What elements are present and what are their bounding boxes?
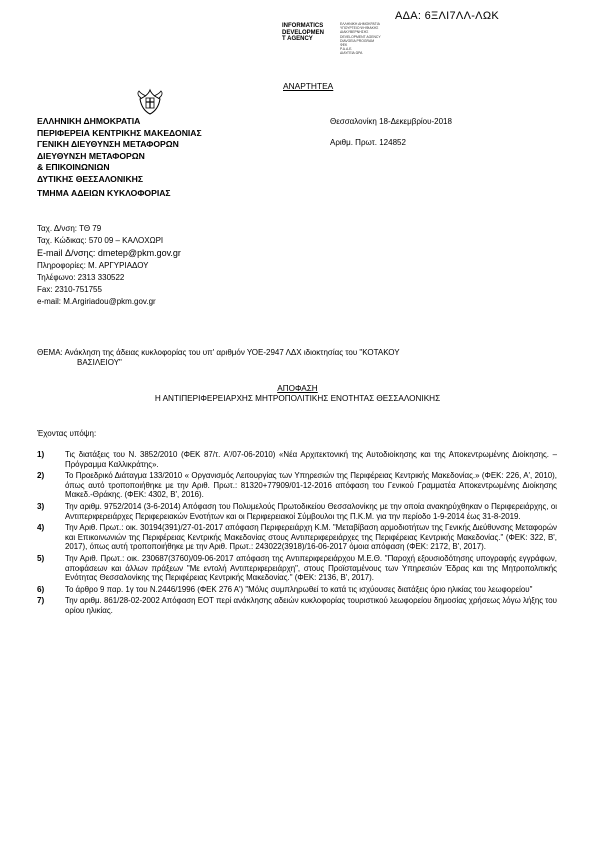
stamp-line: ΔΙΑΥΓΕΙΑ ΩΡΑ xyxy=(340,51,363,56)
address-line: Ταχ. Δ/νση: ΤΘ 79 xyxy=(37,224,102,233)
decision-subtitle: Η ΑΝΤΙΠΕΡΙΦΕΡΕΙΑΡΧΗΣ ΜΗΤΡΟΠΟΛΙΤΙΚΗΣ ΕΝΟΤΗΤΑΣ ΘΕΣΣΑΛΟΝΙΚΗΣ xyxy=(154,394,441,404)
item-text: Την αριθμ. 861/28-02-2002 Απόφαση ΕΟΤ περί ανάκλησης αδειών κυκλοφορίας τουριστικού λεωφορείου δημοσίας χρήσεως λόγω λήξης του ορίου ηλικίας. xyxy=(65,596,557,615)
stamp-line: ΔΙΑΚΥΒΕΡΝΗΣΗΣ xyxy=(340,30,369,35)
sender-line: ΔΙΕΥΘΥΝΣΗ ΜΕΤΑΦΟΡΩΝ xyxy=(37,150,145,161)
item-number: 4) xyxy=(37,523,45,533)
ada-code: ΑΔΑ: 6ΞΛΙ7ΛΛ-ΛΩΚ xyxy=(395,10,499,22)
consideration-item xyxy=(37,523,557,552)
item-number: 5) xyxy=(37,553,45,563)
document-date: Θεσσαλονίκη 18-Δεκεμβρίου-2018 xyxy=(330,117,452,126)
sender-line: ΓΕΝΙΚΗ ΔΙΕΥΘΥΝΣΗ ΜΕΤΑΦΟΡΩΝ xyxy=(37,139,179,150)
stamp-line: DIAVGEIA PROGRAM xyxy=(340,38,375,43)
item-number: 2) xyxy=(37,471,45,481)
item-text: Το άρθρο 9 παρ. 1γ του Ν.2446/1996 (ΦΕΚ 276 Α') "Μόλις συμπληρωθεί το κατά τις ισχύουσες διατάξεις όριο ηλικίας του λεωφορείου" xyxy=(65,584,533,594)
item-text: Την Αριθ. Πρωτ.: οικ. 30194(391)/27-01-2017 απόφαση Περιφερειάρχη Κ.Μ. "Μεταβίβαση αρμοδιοτήτων της Γενικής Διεύθυνσης Μεταφορών και Επικοινωνιών της Περιφέρειας Κεντρικής Μακεδονίας στους Αντιπεριφερειάρχες της Περιφέρειας Κεντρικής Μακεδονίας." (ΦΕΚ: 322, Β', 2017), όπως αυτή τροποποιήθηκε με την Αριθ. Πρωτ.: 243022(3918)/16-06-2017 όμοια απόφαση (ΦΕΚ: 2172, Β', 2017). xyxy=(65,523,557,552)
sender-block xyxy=(37,116,267,199)
subject-line: ΘΕΜΑ: Ανάκληση της άδειας κυκλοφορίας του υπ' αριθμόν ΥΟΕ-2947 ΛΔΧ ιδιοκτησίας του "ΚΟΤΑΚΟΥ xyxy=(37,348,400,357)
item-text: Το Προεδρικό Διάταγμα 133/2010 « Οργανισμός Λειτουργίας των Υπηρεσιών της Περιφέρειας Κεντρικής Μακεδονίας.» (ΦΕΚ: 226, Α', 2010), όπως αυτό τροποποιήθηκε με την Αριθ. Πρωτ.: 81320+77909/01-12-2016 απόφαση του Γενικού Γραμματέα Αποκεντρωμένης Διοίκησης Μακεδ.-Θράκης. (ΦΕΚ: 4302, Β', 2016). xyxy=(65,471,557,500)
item-text: Την αριθμ. 9752/2014 (3-6-2014) Απόφαση του Πολυμελούς Πρωτοδικείου Θεσσαλονίκης με την οποία ανακηρύχθηκαν ο Περιφερειάρχης, οι Αντιπεριφερειάρχες Περιφερειακών Ενοτήτων και οι Περιφερειακοί Σύμβουλοι της Π.Κ.Μ. για την περίοδο 1-9-2014 έως 31-8-2019. xyxy=(65,501,557,521)
diavgeia-stamp-lines xyxy=(340,22,410,56)
postal-code-line: Ταχ. Κώδικας: 570 09 – ΚΑΛΟΧΩΡΙ xyxy=(37,236,164,246)
agency-line: DEVELOPMEN xyxy=(282,29,325,36)
decision-heading xyxy=(0,384,595,405)
consideration-item xyxy=(37,585,557,595)
sender-line: ΔΥΤΙΚΗΣ ΘΕΣΣΑΛΟΝΙΚΗΣ xyxy=(37,173,144,184)
subject-line: ΒΑΣΙΛΕΙΟΥ" xyxy=(77,358,122,367)
agency-line: T AGENCY xyxy=(282,36,313,43)
consideration-item xyxy=(37,502,557,521)
item-number: 1) xyxy=(37,450,45,459)
greek-emblem-icon xyxy=(135,87,165,117)
sender-line: & ΕΠΙΚΟΙΝΩΝΙΩΝ xyxy=(37,162,110,173)
item-number: 6) xyxy=(37,584,45,594)
posting-mark: ΑΝΑΡΤΗΤΕΑ xyxy=(283,81,334,91)
department-email-line: E-mail Δ/νσης: dmetep@pkm.gov.gr xyxy=(37,248,181,259)
stamp-line: ΥΠΟΥΡΓΕΙΟ ΨΗΦΙΑΚΗΣ xyxy=(340,26,379,31)
sender-line: ΠΕΡΙΦΕΡΕΙΑ ΚΕΝΤΡΙΚΗΣ ΜΑΚΕΔΟΝΙΑΣ xyxy=(37,127,202,138)
consideration-item xyxy=(37,596,557,615)
agency-line: INFORMATICS xyxy=(282,23,324,29)
email-line: e-mail: M.Argiriadou@pkm.gov.gr xyxy=(37,297,156,307)
consideration-item xyxy=(37,471,557,500)
considerations-list xyxy=(37,450,557,616)
subject-block xyxy=(37,348,557,368)
contact-block xyxy=(37,223,287,308)
consideration-item xyxy=(37,554,557,583)
diavgeia-agency-label xyxy=(282,23,344,43)
item-text: Τις διατάξεις του Ν. 3852/2010 (ΦΕΚ 87/τ. Α'/07-06-2010) «Νέα Αρχιτεκτονική της Αυτοδιοίκησης και της Αποκεντρωμένης Διοίκησης. – Πρόγραμμα Καλλικράτης». xyxy=(65,450,557,469)
decision-title: ΑΠΟΦΑΣΗ xyxy=(277,384,318,393)
considering-heading: Έχοντας υπόψη: xyxy=(37,429,97,438)
stamp-line: Ρ.Α.Α.Ε. xyxy=(340,47,353,52)
sender-department: ΤΜΗΜΑ ΑΔΕΙΩΝ ΚΥΚΛΟΦΟΡΙΑΣ xyxy=(37,187,171,198)
phone-line: Τηλέφωνο: 2313 330522 xyxy=(37,272,125,282)
sender-line: ΕΛΛΗΝΙΚΗ ΔΗΜΟΚΡΑΤΙΑ xyxy=(37,116,141,126)
info-contact-line: Πληροφορίες: Μ. ΑΡΓΥΡΙΑΔΟΥ xyxy=(37,260,149,270)
item-number: 7) xyxy=(37,596,45,606)
stamp-line: ΕΛΛΗΝΙΚΗ ΔΗΜΟΚΡΑΤΙΑ xyxy=(340,22,380,26)
stamp-line: DEVELOPMENT AGENCY xyxy=(340,34,381,39)
stamp-line: ΦΕΚ xyxy=(340,43,348,48)
protocol-number: Αριθμ. Πρωτ. 124852 xyxy=(330,138,406,147)
fax-line: Fax: 2310-751755 xyxy=(37,285,102,295)
consideration-item xyxy=(37,450,557,469)
item-number: 3) xyxy=(37,501,45,511)
item-text: Την Αριθ. Πρωτ.: οικ. 230687(3760)/09-06-2017 απόφαση της Αντιπεριφερειάρχου Μ.Ε.Θ. "Παροχή εξουσιοδότησης υπογραφής εγγράφων, αποφάσεων και άλλων πράξεων "Με εντολή Αντιπεριφερειάρχη", στους Προϊσταμένους των Υπηρεσιών Έδρας και της Μητροπολιτικής Ενότητας Θεσσαλονίκης της Περιφέρειας Κεντρικής Μακεδονίας." (ΦΕΚ: 2136, Β', 2017). xyxy=(65,553,557,583)
